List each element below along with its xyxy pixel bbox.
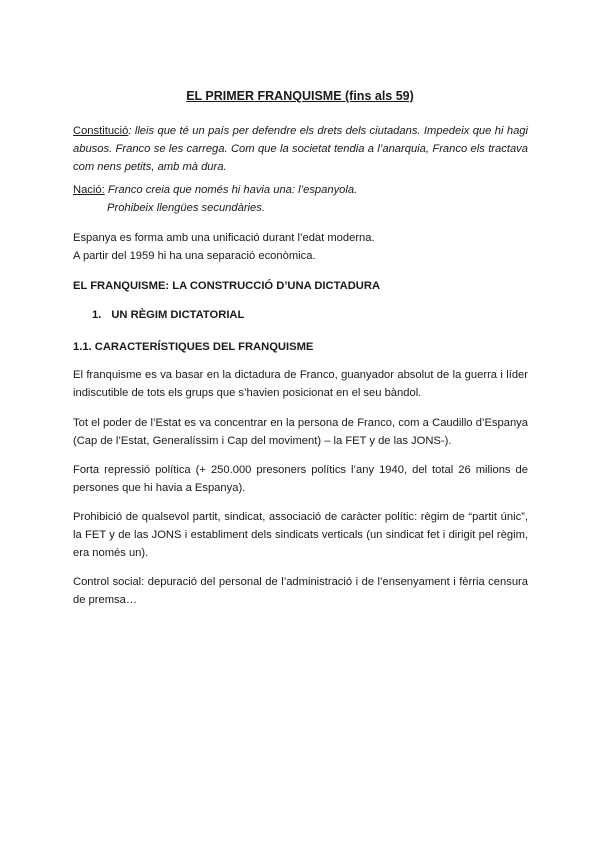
paragraph-1: El franquisme es va basar en la dictadura de Franco, guanyador absolut de la guerra i líder indiscutible de tots els grups que s’havien posicionat en el seu bàndol. [73, 369, 528, 399]
document-title: EL PRIMER FRANQUISME (fins als 59) [186, 89, 414, 103]
paragraph-4: Prohibició de qualsevol partit, sindicat, associació de caràcter polític: règim de “partit únic”, la FET y de las JONS i establiment dels sindicats verticals (un sindicat fet i dirigit pel règim, era només un). [73, 511, 528, 559]
section-heading: EL FRANQUISME: LA CONSTRUCCIÓ D’UNA DICTADURA [73, 280, 381, 292]
paragraph-2: Tot el poder de l’Estat es va concentrar en la persona de Franco, com a Caudillo d’Espanya (Cap de l’Estat, Generalíssim i Cap del moviment) – la FET y de las JONS-). [73, 417, 528, 447]
espanya-line-1: Espanya es forma amb una unificació durant l’edat moderna. [73, 232, 375, 244]
paragraph-5: Control social: depuració del personal de l’administració i de l’ensenyament i fèrria censura de premsa… [73, 576, 528, 606]
paragraph-3: Forta repressió política (+ 250.000 presoners polítics l’any 1940, del total 26 milions de persones que hi havia a Espanya). [73, 464, 528, 494]
subsection-heading-text: UN RÈGIM DICTATORIAL [111, 309, 245, 321]
subsubsection-heading: 1.1. CARACTERÍSTIQUES DEL FRANQUISME [73, 341, 314, 353]
nacio-line-2: Prohibeix llengües secundàries. [107, 202, 265, 214]
constitucio-label: Constitució [73, 125, 129, 137]
nacio-paragraph [73, 181, 528, 217]
nacio-line-1: Franco creia que només hi havia una: l’espanyola. [104, 184, 358, 196]
constitucio-text: : lleis que té un país per defendre els drets dels ciutadans. Impedeix que hi hagi abusos. Franco se les carrega. Com que la societat tendia a l’anarquia, Franco els tractava com nens petits, amb mà dura. [73, 125, 528, 173]
nacio-label: Nació: [73, 184, 105, 196]
subsection-heading [92, 308, 244, 323]
constitucio-paragraph [73, 122, 528, 176]
subsection-number: 1. [92, 309, 102, 321]
espanya-line-2: A partir del 1959 hi ha una separació econòmica. [73, 250, 316, 262]
espanya-paragraph [73, 229, 528, 265]
